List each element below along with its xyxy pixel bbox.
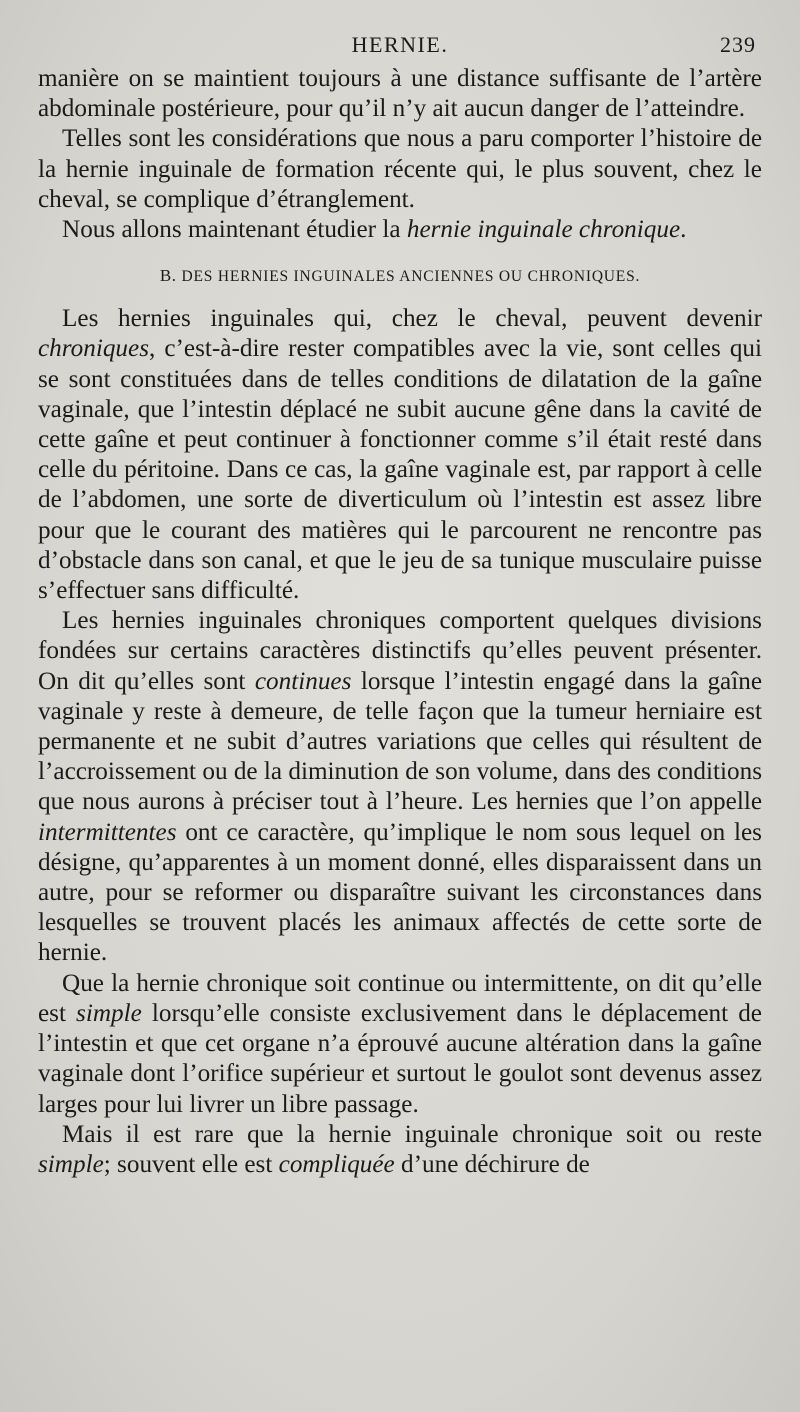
paragraph xyxy=(38,304,762,606)
italic-term: compliquée xyxy=(278,1150,395,1178)
text-run: . xyxy=(680,216,687,244)
paragraph xyxy=(38,969,762,1120)
text-run: Mais il est rare que la hernie inguinale chronique soit ou reste xyxy=(62,1120,762,1148)
paragraph: Telles sont les considérations que nous a paru comporter l’histoire de la hernie inguinale de formation récente qui, le plus souvent, chez le cheval, se complique d’étranglement. xyxy=(38,125,762,213)
section-letter: B. xyxy=(159,266,177,286)
text-run: ont ce caractère, qu’implique le nom sous lequel on les désigne, qu’apparentes à un moment donné, elles disparaissent dans un autre, pour se reformer ou disparaître suivant les circonstances dans lesquelles se trouvent placés les animaux affectés de cette sorte de hernie. xyxy=(38,818,762,967)
text-run: Nous allons maintenant étudier la xyxy=(62,216,407,244)
italic-term: hernie inguinale chronique xyxy=(406,216,681,244)
paragraph xyxy=(38,215,762,245)
running-head xyxy=(38,28,762,64)
italic-term: intermittentes xyxy=(38,818,177,846)
italic-term: simple xyxy=(76,999,142,1027)
text-run: d’une déchirure de xyxy=(394,1150,590,1178)
text-run: Les hernies inguinales chroniques comportent quelques divisions fondées sur certains caractères distinctifs qu’elles peuvent présenter. On dit qu’elles sont xyxy=(38,607,762,695)
section-heading xyxy=(38,265,762,288)
paragraph-continuation: manière on se maintient toujours à une distance suffisante de l’artère abdominale postérieure, pour qu’il n’y ait aucun danger de l’atteindre. xyxy=(38,65,762,123)
paragraph xyxy=(38,606,762,968)
text-run: Que la hernie chronique soit continue ou intermittente, on dit qu’elle est xyxy=(38,969,762,1027)
italic-term: simple xyxy=(38,1150,104,1178)
italic-term: chroniques xyxy=(38,335,149,363)
text-run: Les hernies inguinales qui, chez le cheval, peuvent devenir xyxy=(62,305,762,333)
text-run: lorsqu’elle consiste exclusivement dans le déplacement de l’intestin et que cet organe n’a éprouvé aucune altération dans la gaîne vaginale dont l’orifice supérieur et surtout le goulot sont devenus assez larges pour lui livrer un libre passage. xyxy=(38,999,762,1118)
section-title: DES HERNIES INGUINALES ANCIENNES OU CHRONIQUES. xyxy=(181,268,641,286)
paragraph xyxy=(38,1120,762,1180)
body-text xyxy=(38,64,762,1180)
running-title: HERNIE. xyxy=(351,32,449,57)
text-run: lorsque l’intestin engagé dans la gaîne vaginale y reste à demeure, de telle façon que la tumeur herniaire est permanente et ne subit d’autres variations que celles qui résultent de l’accroissement ou de la diminution de son volume, dans des conditions que nous aurons à préciser tout à l’heure. Les hernies que l’on appelle xyxy=(38,667,763,816)
page-number: 239 xyxy=(720,32,756,57)
text-run: , c’est-à-dire rester compatibles avec la vie, sont celles qui se sont constituées dans de telles conditions de dilatation de la gaîne vaginale, que l’intestin déplacé ne subit aucune gêne dans la cavité de cette gaîne et peut continuer à fonctionner comme s’il était resté dans celle du péritoine. Dans ce cas, la gaîne vaginale est, par rapport à celle de l’abdomen, une sorte de diverticulum où l’intestin est assez libre pour que le courant des matières qui le parcourent ne rencontre pas d’obstacle dans son canal, et que le jeu de sa tunique musculaire puisse s’effectuer sans difficulté. xyxy=(38,335,762,605)
text-run: ; souvent elle est xyxy=(103,1150,279,1178)
italic-term: continues xyxy=(254,667,352,695)
